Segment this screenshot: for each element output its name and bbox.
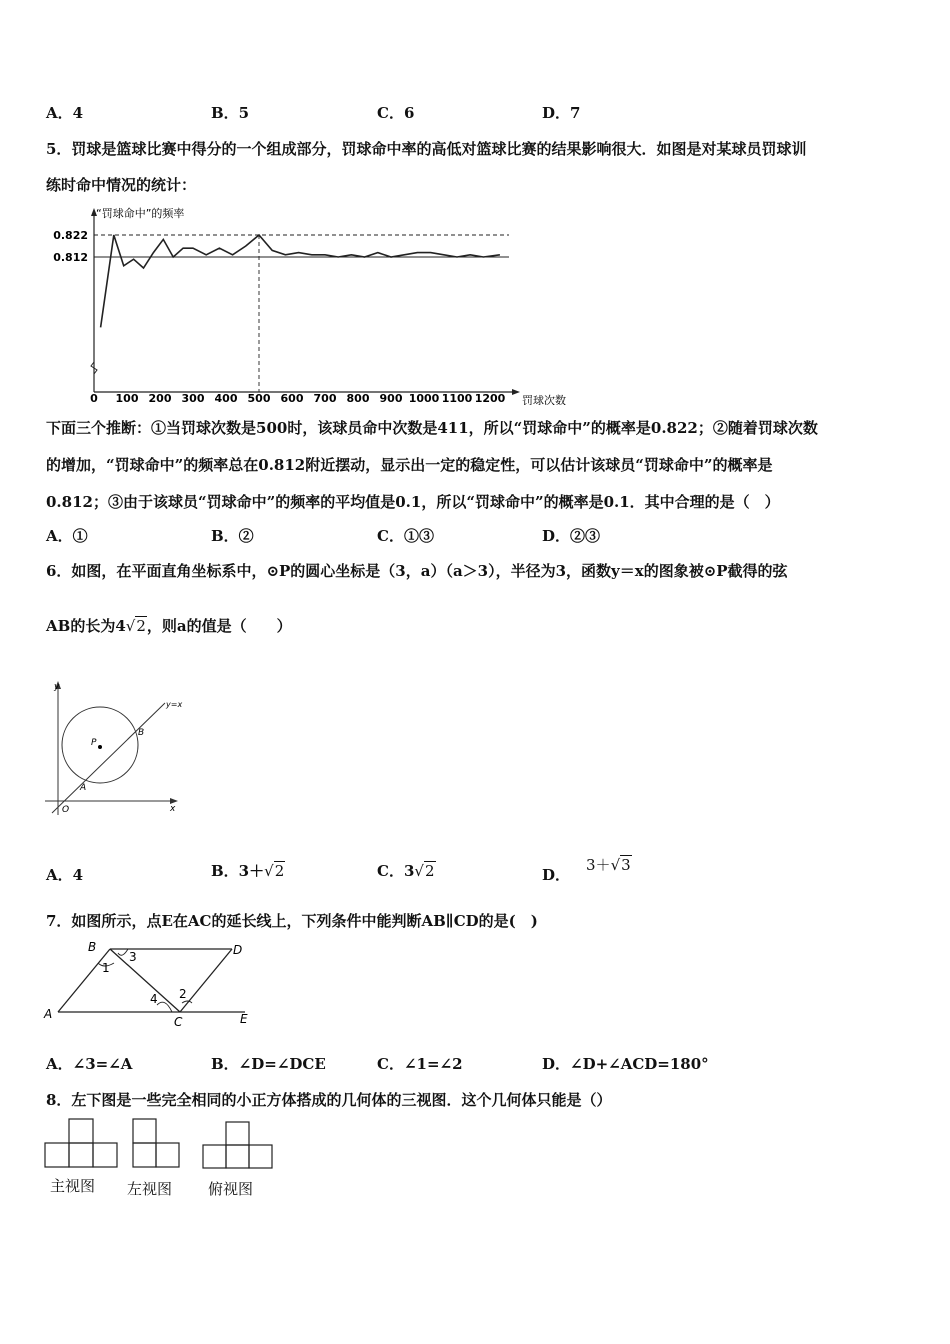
x-tick-label: 1200 <box>474 392 506 405</box>
q6-line-label: y=x <box>166 700 183 709</box>
q7-parallel-figure <box>40 935 270 1030</box>
q6-option-c-radicand: 2 <box>424 862 435 880</box>
q6-stem-prefix: AB的长为4 <box>46 617 126 635</box>
x-tick-label: 700 <box>313 392 337 405</box>
top-view-label: 俯视图 <box>208 1180 254 1198</box>
x-tick-label: 600 <box>280 392 304 405</box>
sqrt-sign: √3 <box>610 856 631 874</box>
q5-stem-line2: 练时命中情况的统计： <box>46 176 197 194</box>
q7-option-b: B．∠D=∠DCE <box>211 1055 326 1073</box>
q7-angle-3-label: 3 <box>129 950 137 964</box>
q4-option-b: B．5 <box>211 104 250 122</box>
x-tick-label: 200 <box>148 392 172 405</box>
q6-stem-line1: 6．如图，在平面直角坐标系中，⊙P的圆心坐标是（3，a）（a＞3），半径为3，函数y＝x的图象被⊙P截得的弦 <box>46 562 788 580</box>
x-tick-label: 300 <box>181 392 205 405</box>
sqrt-sign: √2 <box>264 862 285 880</box>
q6-option-b-radicand: 2 <box>274 862 285 880</box>
q7-point-a-label: A <box>44 1007 53 1021</box>
x-tick-label: 1100 <box>441 392 473 405</box>
q5-body-line2: 的增加，“罚球命中”的频率总在0.812附近摆动，显示出一定的稳定性，可以估计该球员“罚球命中”的概率是 <box>46 456 773 474</box>
q5-option-a: A．① <box>46 527 88 545</box>
x-tick-label: 0 <box>90 392 98 405</box>
x-tick-label: 900 <box>379 392 403 405</box>
q5-stem-line1: 5．罚球是篮球比赛中得分的一个组成部分，罚球命中率的高低对篮球比赛的结果影响很大．如图是对某球员罚球训 <box>46 140 807 158</box>
q5-option-c: C．①③ <box>377 527 434 545</box>
sqrt-sign: √2 <box>414 862 435 880</box>
q6-option-d-expr <box>586 856 632 874</box>
left-view-drawing <box>133 1119 179 1167</box>
q6-circle-figure <box>40 675 200 820</box>
front-view-label: 主视图 <box>50 1177 96 1195</box>
q6-option-d-expr-text: 3＋ <box>586 856 611 874</box>
q8-three-views-figure <box>40 1115 280 1175</box>
q4-option-c: C．6 <box>377 104 415 122</box>
q6-stem-line2 <box>46 615 292 636</box>
q6-stem-suffix: ，则a的值是（ ） <box>146 617 292 635</box>
q7-point-d-label: D <box>233 943 243 957</box>
q6-option-d <box>542 856 632 885</box>
y-tick-label: 0.822 <box>53 229 88 242</box>
y-axis-label: “罚球命中”的频率 <box>96 207 185 220</box>
q6-option-d-prefix: D． <box>542 866 571 884</box>
q7-angle-4-label: 4 <box>150 992 158 1006</box>
q6-option-c <box>377 860 436 881</box>
x-axis-arrow <box>512 389 520 395</box>
q6-stem-radicand: 2 <box>136 617 146 635</box>
y-tick-label: 0.812 <box>53 251 88 264</box>
x-tick-label: 400 <box>214 392 238 405</box>
q6-option-b <box>211 860 285 881</box>
q6-point-b-label: B <box>138 728 145 738</box>
q7-angle-1-label: 1 <box>102 961 110 975</box>
x-tick-label: 1000 <box>408 392 440 405</box>
q6-x-axis-label: x <box>170 804 176 814</box>
x-tick-label: 800 <box>346 392 370 405</box>
x-tick-label: 500 <box>247 392 271 405</box>
q6-option-d-radicand: 3 <box>621 856 631 874</box>
q7-option-a: A．∠3=∠A <box>46 1055 133 1073</box>
q7-point-e-label: E <box>240 1012 248 1026</box>
q6-origin-label: O <box>62 805 70 815</box>
q7-stem: 7．如图所示，点E在AC的延长线上，下列条件中能判断AB∥CD的是( ) <box>46 912 538 930</box>
q7-angle-2-label: 2 <box>179 987 187 1001</box>
front-view-drawing <box>45 1119 117 1167</box>
q4-option-d: D．7 <box>542 104 581 122</box>
q7-option-d: D．∠D+∠ACD=180° <box>542 1055 709 1073</box>
q4-option-a: A．4 <box>46 104 84 122</box>
q6-option-b-prefix: B．3＋ <box>211 862 265 880</box>
q6-option-c-prefix: C．3 <box>377 862 415 880</box>
q7-option-c: C．∠1=∠2 <box>377 1055 463 1073</box>
top-view-drawing <box>203 1122 272 1168</box>
q6-y-axis-label: y <box>54 682 60 692</box>
x-tick-label: 100 <box>115 392 139 405</box>
q6-center-label: P <box>91 738 97 748</box>
x-axis-label: 罚球次数 <box>522 394 566 405</box>
q7-point-b-label: B <box>88 940 97 954</box>
q5-option-b: B．② <box>211 527 254 545</box>
q6-point-a-label: A <box>80 783 87 793</box>
series-line <box>101 235 500 327</box>
q8-stem: 8．左下图是一些完全相同的小正方体搭成的几何体的三视图．这个几何体只能是（） <box>46 1091 612 1109</box>
q5-body-line1: 下面三个推断：①当罚球次数是500时，该球员命中次数是411，所以“罚球命中”的概率是0.822；②随着罚球次数 <box>46 419 818 437</box>
sqrt-sign: √2 <box>125 617 146 635</box>
q5-frequency-chart <box>40 200 600 405</box>
left-view-label: 左视图 <box>127 1180 173 1198</box>
q7-point-c-label: C <box>174 1015 183 1029</box>
q5-body-line3: 0.812；③由于该球员“罚球命中”的频率的平均值是0.1，所以“罚球命中”的概率是0.1．其中合理的是（ ） <box>46 493 780 511</box>
q6-option-a: A．4 <box>46 866 84 884</box>
q5-option-d: D．②③ <box>542 527 601 545</box>
